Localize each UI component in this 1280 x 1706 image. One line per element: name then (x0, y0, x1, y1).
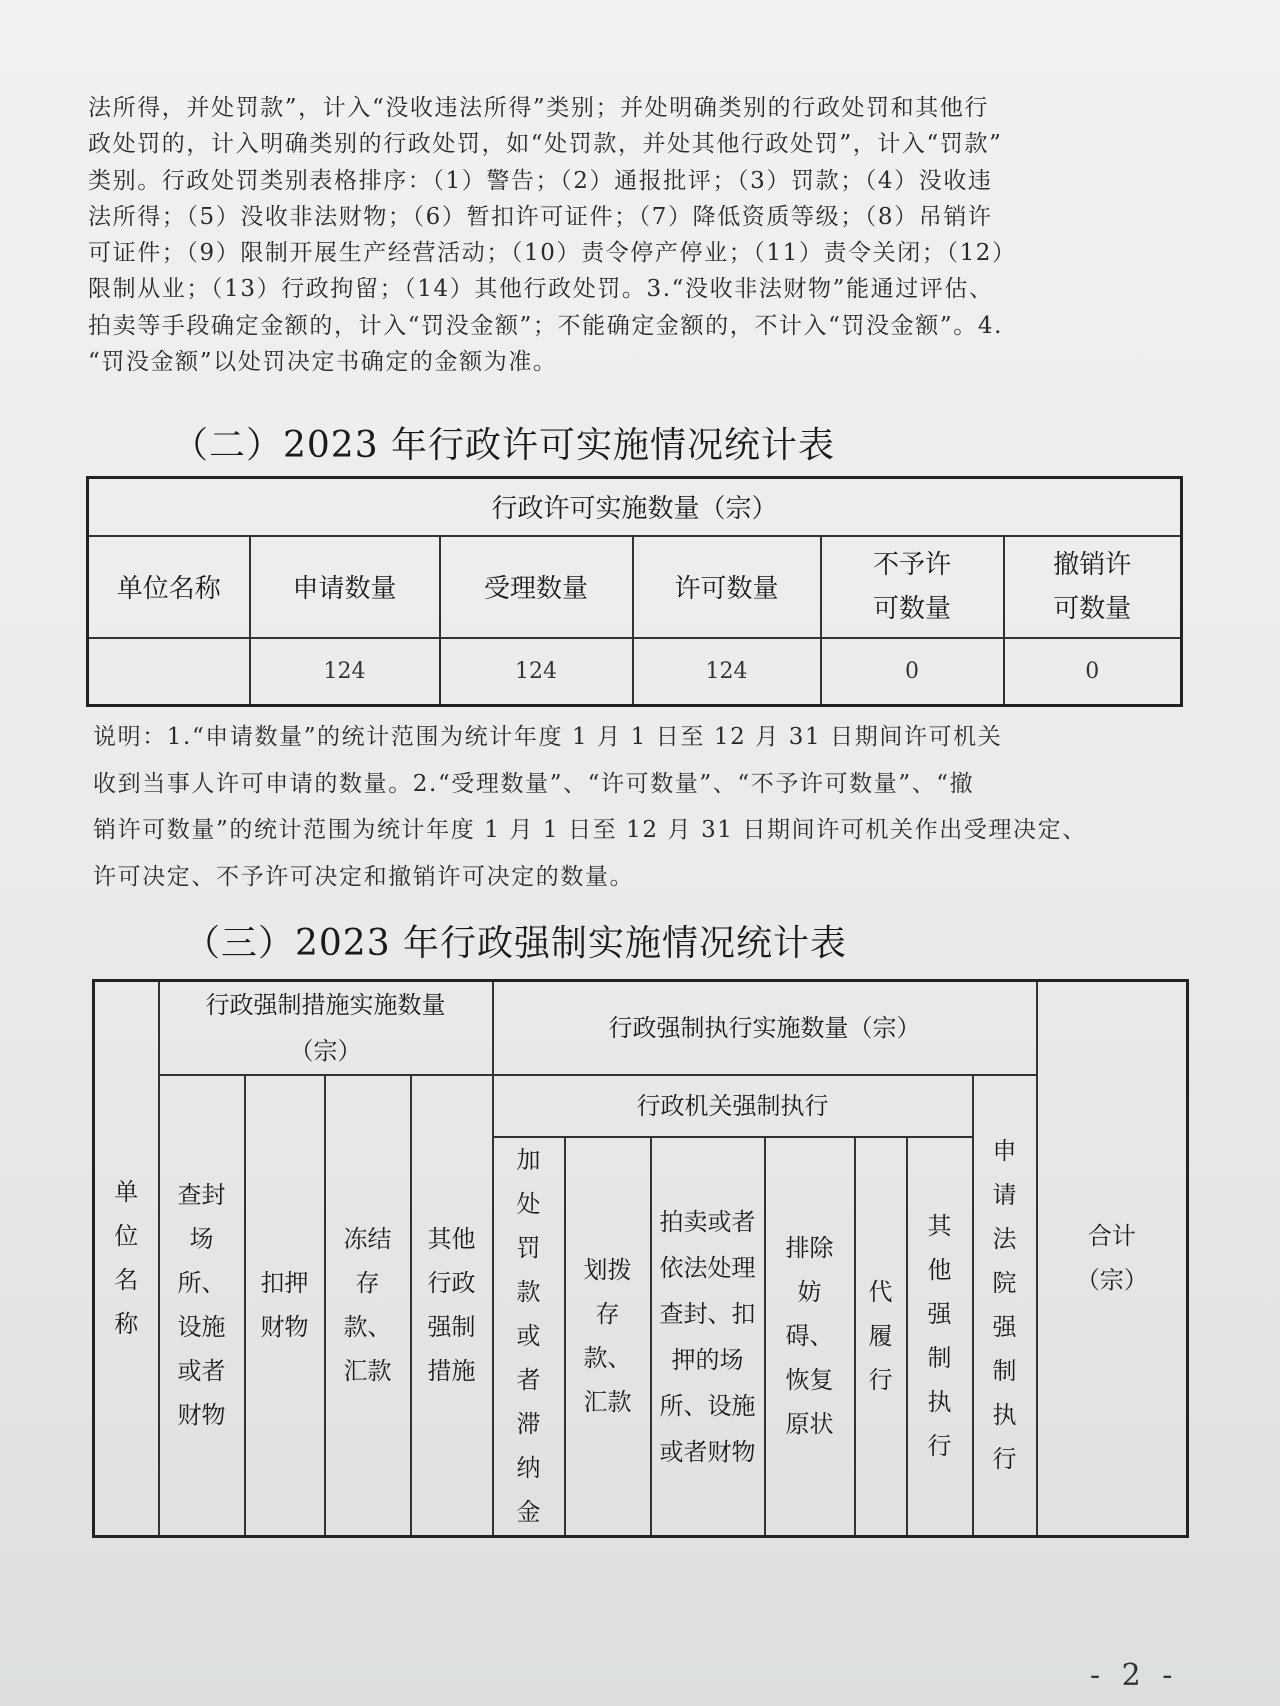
col-auction: 拍卖或者依法处理查封、扣押的场所、设施或者财物 (651, 1137, 765, 1537)
col-remove-obstruction: 排除妨碍、恢复原状 (765, 1137, 855, 1537)
enforcement-stats-table (92, 979, 1189, 1538)
note-line: 收到当事人许可申请的数量。2.“受理数量”、“许可数量”、“不予许可数量”、“撤 (93, 770, 975, 797)
col-transfer: 划拨存款、汇款 (565, 1137, 651, 1537)
intro-line: 可证件；（9）限制开展生产经营活动；（10）责令停产停业；（11）责令关闭；（12） (88, 240, 1017, 267)
cell-revoke-count: 0 (1004, 638, 1182, 706)
enforce-group-header: 行政强制执行实施数量（宗） (493, 981, 1037, 1076)
intro-line: 类别。行政处罚类别表格排序：（1）警告；（2）通报批评；（3）罚款；（4）没收违 (88, 167, 993, 194)
intro-line: 限制从业；（13）行政拘留；（14）其他行政处罚。3.“没收非法财物”能通过评估、 (88, 276, 994, 303)
intro-paragraph (88, 90, 1017, 380)
col-freeze: 冻结存款、汇款 (325, 1075, 411, 1537)
cell-accept-count: 124 (440, 638, 633, 706)
col-late-fee: 加处罚款或者滞纳金 (493, 1137, 565, 1537)
note-line: 说明：1.“申请数量”的统计范围为统计年度 1 月 1 日至 12 月 31 日期间许可机关 (93, 724, 1003, 750)
col-other-measures: 其他行政强制措施 (411, 1075, 493, 1537)
agency-enforce-header: 行政机关强制执行 (493, 1075, 973, 1137)
intro-line: 法所得；（5）没收非法财物；（6）暂扣许可证件；（7）降低资质等级；（8）吊销许 (88, 203, 993, 230)
measures-group-header: 行政强制措施实施数量（宗） (159, 981, 493, 1076)
cell-deny-count: 0 (821, 638, 1004, 706)
intro-line: 拍卖等手段确定金额的，计入“罚没金额”；不能确定金额的，不计入“罚没金额”。4. (88, 312, 1003, 339)
col-seize: 扣押财物 (245, 1075, 325, 1537)
permit-stats-table (86, 476, 1183, 707)
intro-line: 法所得，并处罚款”，计入“没收违法所得”类别；并处明确类别的行政处罚和其他行 (88, 95, 990, 121)
intro-line: “罚没金额”以处罚决定书确定的金额为准。 (88, 349, 558, 376)
intro-line: 政处罚的，计入明确类别的行政处罚，如“处罚款，并处其他行政处罚”，计入“罚款” (88, 131, 1003, 158)
permit-note (93, 714, 1087, 900)
col-total: 合计（宗） (1037, 981, 1188, 1537)
col-apply-count: 申请数量 (250, 536, 440, 638)
cell-apply-count: 124 (250, 638, 440, 706)
col-seal: 查封场所、设施或者财物 (159, 1075, 245, 1537)
note-line: 许可决定、不予许可决定和撤销许可决定的数量。 (93, 863, 635, 890)
col-substitute-perform: 代履行 (855, 1137, 907, 1537)
col-deny-count: 不予许可数量 (821, 536, 1004, 638)
page-number: - 2 - (1090, 1658, 1179, 1693)
col-court-enforce: 申请法院强制执行 (973, 1075, 1037, 1537)
section2-title: （二）2023 年行政许可实施情况统计表 (172, 425, 836, 466)
col-unit-name: 单位名称 (88, 536, 250, 638)
col-other-enforce: 其他强制执行 (907, 1137, 973, 1537)
cell-permit-count: 124 (633, 638, 821, 706)
permit-group-header: 行政许可实施数量（宗） (88, 478, 1182, 536)
col-unit-name: 单位名称 (94, 981, 159, 1537)
col-permit-count: 许可数量 (633, 536, 821, 638)
section3-title: （三）2023 年行政强制实施情况统计表 (184, 923, 848, 964)
col-revoke-count: 撤销许可数量 (1004, 536, 1182, 638)
cell-unit-name (88, 638, 250, 706)
col-accept-count: 受理数量 (440, 536, 633, 638)
note-line: 销许可数量”的统计范围为统计年度 1 月 1 日至 12 月 31 日期间许可机关作出受理决定、 (93, 817, 1087, 843)
